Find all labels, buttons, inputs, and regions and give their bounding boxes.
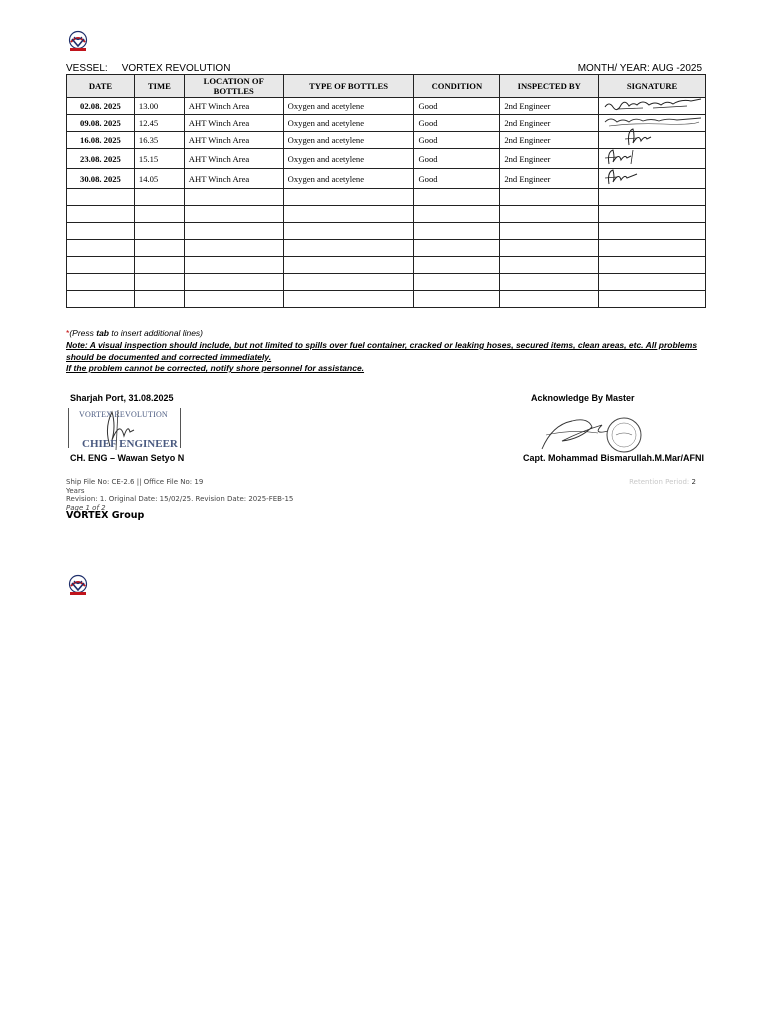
cell-condition[interactable]: Good xyxy=(414,98,500,115)
cell-empty[interactable] xyxy=(414,240,500,257)
cell-type[interactable]: Oxygen and acetylene xyxy=(283,149,414,169)
vessel-name: VORTEX REVOLUTION xyxy=(121,63,231,74)
vortex-logo-icon xyxy=(67,30,89,52)
acknowledge-label: Acknowledge By Master xyxy=(531,393,635,403)
retention-years: Years xyxy=(66,486,85,495)
cell-condition[interactable]: Good xyxy=(414,115,500,132)
cell-location[interactable]: AHT Winch Area xyxy=(184,132,283,149)
cell-time[interactable]: 12.45 xyxy=(134,115,184,132)
cell-empty[interactable] xyxy=(414,257,500,274)
cell-type[interactable]: Oxygen and acetylene xyxy=(283,115,414,132)
cell-empty[interactable] xyxy=(67,189,135,206)
cell-time[interactable]: 14.05 xyxy=(134,169,184,189)
table-row-empty xyxy=(67,223,706,240)
cell-empty[interactable] xyxy=(500,291,599,308)
retention-label: Retention Period: xyxy=(629,478,690,486)
cell-empty[interactable] xyxy=(599,240,706,257)
press-tab-pre: (Press xyxy=(69,328,97,338)
col-header-time: TIME xyxy=(134,75,184,98)
cell-empty[interactable] xyxy=(283,223,414,240)
retention-period xyxy=(629,478,696,487)
master-signature-stamp xyxy=(532,405,652,455)
cell-empty[interactable] xyxy=(184,206,283,223)
cell-time[interactable]: 15.15 xyxy=(134,149,184,169)
press-tab-post: to insert additional lines) xyxy=(108,328,204,338)
signature-image xyxy=(603,164,663,188)
cell-empty[interactable] xyxy=(500,223,599,240)
chief-engineer-signature xyxy=(98,406,138,452)
table-row-empty xyxy=(67,206,706,223)
company-name: VORTEX Group xyxy=(66,510,145,522)
cell-empty[interactable] xyxy=(599,206,706,223)
cell-empty[interactable] xyxy=(67,291,135,308)
cell-inspected-by[interactable]: 2nd Engineer xyxy=(500,132,599,149)
cell-empty[interactable] xyxy=(134,206,184,223)
cell-empty[interactable] xyxy=(599,223,706,240)
cell-empty[interactable] xyxy=(134,291,184,308)
revision-info: Revision: 1. Original Date: 15/02/25. Revision Date: 2025-FEB-15 xyxy=(66,495,294,504)
press-tab-key: tab xyxy=(96,328,109,338)
inspection-note xyxy=(66,340,708,375)
table-row-empty xyxy=(67,291,706,308)
cell-condition[interactable]: Good xyxy=(414,132,500,149)
col-header-inspected-by: INSPECTED BY xyxy=(500,75,599,98)
cell-empty[interactable] xyxy=(184,223,283,240)
cell-empty[interactable] xyxy=(500,274,599,291)
cell-empty[interactable] xyxy=(184,291,283,308)
cell-condition[interactable]: Good xyxy=(414,149,500,169)
vessel-field xyxy=(66,63,230,74)
cell-empty[interactable] xyxy=(500,189,599,206)
stamp-divider xyxy=(180,408,181,448)
cell-empty[interactable] xyxy=(184,189,283,206)
chief-engineer-stamp xyxy=(68,406,182,452)
col-header-signature: SIGNATURE xyxy=(599,75,706,98)
cell-empty[interactable] xyxy=(414,274,500,291)
stamp-vessel: VORTEX REVOLUTION xyxy=(79,410,168,419)
document-footer xyxy=(66,478,706,521)
cell-empty[interactable] xyxy=(67,274,135,291)
table-row-empty xyxy=(67,240,706,257)
cell-empty[interactable] xyxy=(283,206,414,223)
cell-empty[interactable] xyxy=(134,257,184,274)
cell-empty[interactable] xyxy=(283,240,414,257)
cell-empty[interactable] xyxy=(134,223,184,240)
cell-location[interactable]: AHT Winch Area xyxy=(184,169,283,189)
cell-time[interactable]: 13.00 xyxy=(134,98,184,115)
table-row xyxy=(67,169,706,189)
cell-inspected-by[interactable]: 2nd Engineer xyxy=(500,98,599,115)
stamp-divider xyxy=(68,408,69,448)
cell-empty[interactable] xyxy=(283,274,414,291)
note-text: Note: A visual inspection should include, but not limited to spills over fuel container, cracked or leaking hoses, secured items, clean areas, etc. All problems should be documented and corrected immediately. xyxy=(66,340,698,362)
cell-empty[interactable] xyxy=(184,240,283,257)
file-number: Ship File No: CE-2.6 || Office File No: 19 xyxy=(66,478,204,486)
cell-empty[interactable] xyxy=(134,189,184,206)
col-header-condition: CONDITION xyxy=(414,75,500,98)
cell-empty[interactable] xyxy=(500,257,599,274)
cell-inspected-by[interactable]: 2nd Engineer xyxy=(500,169,599,189)
cell-empty[interactable] xyxy=(283,291,414,308)
cell-empty[interactable] xyxy=(67,257,135,274)
cell-empty[interactable] xyxy=(599,189,706,206)
table-row-empty xyxy=(67,274,706,291)
cell-empty[interactable] xyxy=(414,223,500,240)
cell-date[interactable]: 30.08. 2025 xyxy=(67,169,135,189)
cell-empty[interactable] xyxy=(283,189,414,206)
cell-type[interactable]: Oxygen and acetylene xyxy=(283,98,414,115)
cell-empty[interactable] xyxy=(67,206,135,223)
cell-date[interactable]: 02.08. 2025 xyxy=(67,98,135,115)
cell-empty[interactable] xyxy=(500,206,599,223)
table-row-empty xyxy=(67,189,706,206)
cell-empty[interactable] xyxy=(599,274,706,291)
cell-date[interactable]: 09.08. 2025 xyxy=(67,115,135,132)
col-header-location: LOCATION OF BOTTLES xyxy=(184,75,283,98)
place-date: Sharjah Port, 31.08.2025 xyxy=(70,393,174,403)
col-header-date: DATE xyxy=(67,75,135,98)
month-year: MONTH/ YEAR: AUG -2025 xyxy=(577,63,702,74)
stamp-title: CHIEF ENGINEER xyxy=(82,438,178,450)
cell-inspected-by[interactable]: 2nd Engineer xyxy=(500,115,599,132)
cell-location[interactable]: AHT Winch Area xyxy=(184,149,283,169)
cell-empty[interactable] xyxy=(599,291,706,308)
cell-empty[interactable] xyxy=(414,189,500,206)
cell-location[interactable]: AHT Winch Area xyxy=(184,115,283,132)
cell-location[interactable]: AHT Winch Area xyxy=(184,98,283,115)
cell-empty[interactable] xyxy=(134,240,184,257)
cell-empty[interactable] xyxy=(414,206,500,223)
chief-engineer-name: CH. ENG – Wawan Setyo N xyxy=(70,453,185,463)
cell-empty[interactable] xyxy=(184,257,283,274)
cell-empty[interactable] xyxy=(283,257,414,274)
cell-empty[interactable] xyxy=(134,274,184,291)
col-header-type: TYPE OF BOTTLES xyxy=(283,75,414,98)
cell-signature[interactable] xyxy=(599,169,706,189)
cell-date[interactable]: 23.08. 2025 xyxy=(67,149,135,169)
cell-empty[interactable] xyxy=(67,240,135,257)
page-number: Page 1 of 2 xyxy=(66,503,106,512)
cell-type[interactable]: Oxygen and acetylene xyxy=(283,169,414,189)
cell-type[interactable]: Oxygen and acetylene xyxy=(283,132,414,149)
press-tab-hint xyxy=(66,328,203,338)
cell-empty[interactable] xyxy=(599,257,706,274)
vortex-logo-icon xyxy=(67,574,89,596)
cell-empty[interactable] xyxy=(67,223,135,240)
cell-empty[interactable] xyxy=(500,240,599,257)
cell-condition[interactable]: Good xyxy=(414,169,500,189)
cell-inspected-by[interactable]: 2nd Engineer xyxy=(500,149,599,169)
required-star: * xyxy=(66,328,70,338)
table-row-empty xyxy=(67,257,706,274)
cell-date[interactable]: 16.08. 2025 xyxy=(67,132,135,149)
note-text-2: If the problem cannot be corrected, notify shore personnel for assistance. xyxy=(66,363,365,373)
cell-empty[interactable] xyxy=(414,291,500,308)
cell-empty[interactable] xyxy=(184,274,283,291)
inspection-table xyxy=(66,74,706,308)
vessel-label: VESSEL: xyxy=(66,63,108,74)
retention-value: 2 xyxy=(691,478,696,486)
master-name: Capt. Mohammad Bismarullah.M.Mar/AFNI xyxy=(523,453,705,463)
cell-time[interactable]: 16.35 xyxy=(134,132,184,149)
